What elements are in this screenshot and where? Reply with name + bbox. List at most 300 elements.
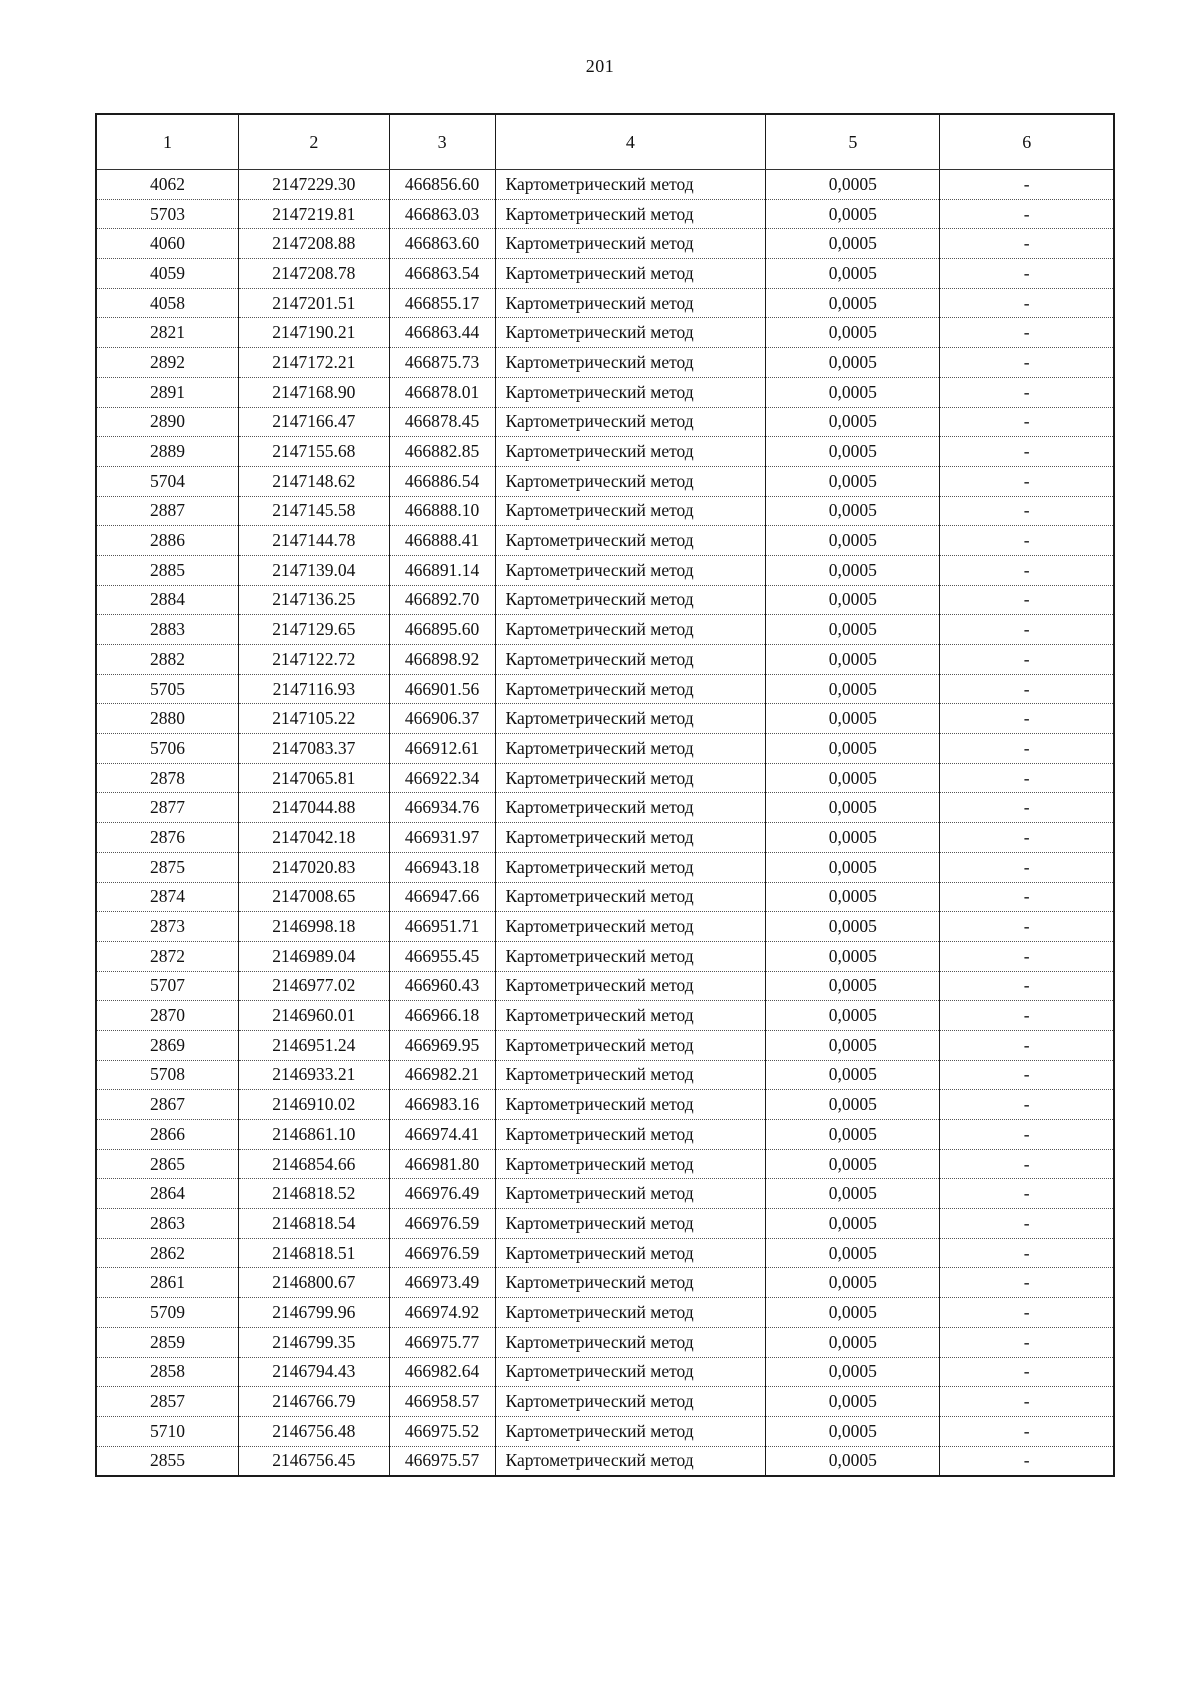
table-row <box>96 288 1114 318</box>
table-cell: - <box>940 1120 1114 1150</box>
table-row <box>96 1001 1114 1031</box>
table-cell: 2870 <box>96 1001 239 1031</box>
table-cell: 466888.10 <box>389 496 495 526</box>
table-cell: Картометрический метод <box>495 882 766 912</box>
table-cell: 2880 <box>96 704 239 734</box>
table-cell: Картометрический метод <box>495 1357 766 1387</box>
table-cell: 5705 <box>96 674 239 704</box>
table-row <box>96 941 1114 971</box>
table-row <box>96 1149 1114 1179</box>
table-cell: 2147168.90 <box>239 377 390 407</box>
table-cell: 2146818.52 <box>239 1179 390 1209</box>
table-cell: - <box>940 823 1114 853</box>
table-cell: 466901.56 <box>389 674 495 704</box>
table-cell: 2147083.37 <box>239 734 390 764</box>
table-cell: 0,0005 <box>766 1120 940 1150</box>
table-cell: 2147144.78 <box>239 526 390 556</box>
table-cell: 0,0005 <box>766 674 940 704</box>
table-cell: 2146951.24 <box>239 1030 390 1060</box>
table-cell: 0,0005 <box>766 793 940 823</box>
table-cell: 0,0005 <box>766 1209 940 1239</box>
table-cell: 466863.54 <box>389 259 495 289</box>
table-cell: Картометрический метод <box>495 1030 766 1060</box>
table-cell: 466955.45 <box>389 941 495 971</box>
table-cell: Картометрический метод <box>495 1120 766 1150</box>
table-cell: 466888.41 <box>389 526 495 556</box>
table-cell: Картометрический метод <box>495 852 766 882</box>
table-row <box>96 1298 1114 1328</box>
table-cell: - <box>940 941 1114 971</box>
table-cell: 0,0005 <box>766 1090 940 1120</box>
table-cell: - <box>940 377 1114 407</box>
table-cell: 2883 <box>96 615 239 645</box>
table-cell: - <box>940 466 1114 496</box>
table-row <box>96 971 1114 1001</box>
table-cell: 2147129.65 <box>239 615 390 645</box>
table-cell: 466975.57 <box>389 1446 495 1476</box>
table-cell: - <box>940 1030 1114 1060</box>
table-cell: - <box>940 912 1114 942</box>
table-cell: 2863 <box>96 1209 239 1239</box>
table-row <box>96 1120 1114 1150</box>
table-cell: 2146910.02 <box>239 1090 390 1120</box>
table-cell: 2872 <box>96 941 239 971</box>
page-number: 201 <box>585 56 615 76</box>
table-cell: - <box>940 407 1114 437</box>
table-cell: Картометрический метод <box>495 259 766 289</box>
table-cell: Картометрический метод <box>495 1238 766 1268</box>
table-cell: 2147166.47 <box>239 407 390 437</box>
table-cell: 5710 <box>96 1416 239 1446</box>
column-header: 1 <box>96 114 239 170</box>
table-cell: 0,0005 <box>766 823 940 853</box>
table-row <box>96 763 1114 793</box>
table-cell: 2147219.81 <box>239 199 390 229</box>
table-cell: Картометрический метод <box>495 763 766 793</box>
table-cell: 4062 <box>96 170 239 200</box>
table-row <box>96 1357 1114 1387</box>
column-header: 4 <box>495 114 766 170</box>
table-cell: 0,0005 <box>766 1238 940 1268</box>
table-cell: Картометрический метод <box>495 734 766 764</box>
table-cell: 466856.60 <box>389 170 495 200</box>
table-cell: 466906.37 <box>389 704 495 734</box>
table-cell: 0,0005 <box>766 407 940 437</box>
table-cell: 2889 <box>96 437 239 467</box>
table-row <box>96 437 1114 467</box>
table-cell: 0,0005 <box>766 1387 940 1417</box>
table-cell: 2146756.45 <box>239 1446 390 1476</box>
table-cell: 466895.60 <box>389 615 495 645</box>
table-cell: - <box>940 971 1114 1001</box>
table-cell: - <box>940 170 1114 200</box>
table-row <box>96 348 1114 378</box>
table-cell: Картометрический метод <box>495 1416 766 1446</box>
table-cell: 0,0005 <box>766 1416 940 1446</box>
table-cell: 2147065.81 <box>239 763 390 793</box>
table-cell: - <box>940 348 1114 378</box>
table-cell: Картометрический метод <box>495 407 766 437</box>
table-cell: 2147044.88 <box>239 793 390 823</box>
table-cell: 2146854.66 <box>239 1149 390 1179</box>
table-cell: 0,0005 <box>766 585 940 615</box>
table-cell: 0,0005 <box>766 1268 940 1298</box>
table-cell: - <box>940 645 1114 675</box>
table-cell: 2890 <box>96 407 239 437</box>
table-cell: - <box>940 1357 1114 1387</box>
table-cell: 466960.43 <box>389 971 495 1001</box>
table-cell: 466878.45 <box>389 407 495 437</box>
table-cell: 2147208.88 <box>239 229 390 259</box>
table-row <box>96 1416 1114 1446</box>
table-cell: - <box>940 1001 1114 1031</box>
table-row <box>96 1387 1114 1417</box>
table-cell: Картометрический метод <box>495 1327 766 1357</box>
table-cell: 2146818.54 <box>239 1209 390 1239</box>
table-cell: - <box>940 1327 1114 1357</box>
table-cell: 2878 <box>96 763 239 793</box>
table-cell: Картометрический метод <box>495 377 766 407</box>
table-cell: 2884 <box>96 585 239 615</box>
table-cell: Картометрический метод <box>495 704 766 734</box>
table-cell: 0,0005 <box>766 882 940 912</box>
table-row <box>96 1268 1114 1298</box>
table-cell: Картометрический метод <box>495 1060 766 1090</box>
table-cell: 0,0005 <box>766 318 940 348</box>
table-cell: - <box>940 1060 1114 1090</box>
table-cell: Картометрический метод <box>495 1090 766 1120</box>
table-cell: 466863.60 <box>389 229 495 259</box>
table-cell: - <box>940 1416 1114 1446</box>
table-cell: 0,0005 <box>766 1149 940 1179</box>
table-cell: 2885 <box>96 555 239 585</box>
table-row <box>96 704 1114 734</box>
table-row <box>96 1209 1114 1239</box>
table-row <box>96 229 1114 259</box>
table-cell: - <box>940 555 1114 585</box>
table-cell: 466969.95 <box>389 1030 495 1060</box>
table-cell: 2869 <box>96 1030 239 1060</box>
table-row <box>96 526 1114 556</box>
table-cell: 2146977.02 <box>239 971 390 1001</box>
table-cell: 0,0005 <box>766 1179 940 1209</box>
table-row <box>96 555 1114 585</box>
table-row <box>96 734 1114 764</box>
table-cell: 2146998.18 <box>239 912 390 942</box>
table-cell: - <box>940 437 1114 467</box>
table-row <box>96 674 1114 704</box>
table-cell: - <box>940 1298 1114 1328</box>
table-cell: 0,0005 <box>766 912 940 942</box>
column-header: 6 <box>940 114 1114 170</box>
table-cell: 0,0005 <box>766 466 940 496</box>
column-header: 5 <box>766 114 940 170</box>
table-cell: 2876 <box>96 823 239 853</box>
table-row <box>96 1238 1114 1268</box>
table-cell: 4060 <box>96 229 239 259</box>
table-row <box>96 1327 1114 1357</box>
table-cell: 466982.64 <box>389 1357 495 1387</box>
table-row <box>96 645 1114 675</box>
table-cell: - <box>940 526 1114 556</box>
table-cell: 2147122.72 <box>239 645 390 675</box>
table-cell: 2147201.51 <box>239 288 390 318</box>
table-cell: 2147229.30 <box>239 170 390 200</box>
table-cell: Картометрический метод <box>495 912 766 942</box>
table-row <box>96 793 1114 823</box>
table-cell: 0,0005 <box>766 734 940 764</box>
table-cell: 2147116.93 <box>239 674 390 704</box>
table-row <box>96 823 1114 853</box>
table-cell: 2891 <box>96 377 239 407</box>
table-cell: 466947.66 <box>389 882 495 912</box>
table-cell: 2147172.21 <box>239 348 390 378</box>
table-cell: Картометрический метод <box>495 555 766 585</box>
table-cell: 5707 <box>96 971 239 1001</box>
table-cell: 5703 <box>96 199 239 229</box>
table-cell: 2147139.04 <box>239 555 390 585</box>
table-cell: 466983.16 <box>389 1090 495 1120</box>
table-cell: 0,0005 <box>766 229 940 259</box>
table-cell: Картометрический метод <box>495 1298 766 1328</box>
table-cell: 4059 <box>96 259 239 289</box>
table-cell: 466943.18 <box>389 852 495 882</box>
table-cell: 2147042.18 <box>239 823 390 853</box>
table-cell: 2146799.96 <box>239 1298 390 1328</box>
table-cell: 466976.49 <box>389 1179 495 1209</box>
table-cell: Картометрический метод <box>495 1149 766 1179</box>
table-cell: 466931.97 <box>389 823 495 853</box>
table-cell: 0,0005 <box>766 348 940 378</box>
table-cell: 2147145.58 <box>239 496 390 526</box>
table-row <box>96 882 1114 912</box>
table-cell: Картометрический метод <box>495 496 766 526</box>
table-row <box>96 1060 1114 1090</box>
table-cell: - <box>940 704 1114 734</box>
table-row <box>96 1446 1114 1476</box>
table-cell: 466863.44 <box>389 318 495 348</box>
table-cell: 0,0005 <box>766 704 940 734</box>
table-cell: Картометрический метод <box>495 793 766 823</box>
table-cell: 0,0005 <box>766 377 940 407</box>
table-cell: Картометрический метод <box>495 1268 766 1298</box>
table-header-row <box>96 114 1114 170</box>
table-cell: 466855.17 <box>389 288 495 318</box>
table-row <box>96 1030 1114 1060</box>
table-cell: 5704 <box>96 466 239 496</box>
table-cell: 2147136.25 <box>239 585 390 615</box>
table-cell: 2865 <box>96 1149 239 1179</box>
table-cell: 0,0005 <box>766 852 940 882</box>
table-cell: - <box>940 763 1114 793</box>
table-cell: 2859 <box>96 1327 239 1357</box>
table-cell: 2821 <box>96 318 239 348</box>
table-cell: 2861 <box>96 1268 239 1298</box>
table-cell: Картометрический метод <box>495 199 766 229</box>
table-cell: Картометрический метод <box>495 170 766 200</box>
table-cell: Картометрический метод <box>495 526 766 556</box>
table-cell: 2146989.04 <box>239 941 390 971</box>
table-cell: - <box>940 199 1114 229</box>
table-cell: 2855 <box>96 1446 239 1476</box>
table-cell: 2147105.22 <box>239 704 390 734</box>
table-cell: 5706 <box>96 734 239 764</box>
table-cell: 466886.54 <box>389 466 495 496</box>
table-cell: Картометрический метод <box>495 437 766 467</box>
table-cell: 0,0005 <box>766 259 940 289</box>
table-cell: 466878.01 <box>389 377 495 407</box>
table-cell: 0,0005 <box>766 763 940 793</box>
table-row <box>96 852 1114 882</box>
table-cell: 0,0005 <box>766 971 940 1001</box>
table-cell: 0,0005 <box>766 645 940 675</box>
table-cell: - <box>940 674 1114 704</box>
table-cell: 2886 <box>96 526 239 556</box>
table-cell: - <box>940 288 1114 318</box>
table-row <box>96 259 1114 289</box>
table-cell: 466976.59 <box>389 1238 495 1268</box>
table-cell: 2146756.48 <box>239 1416 390 1446</box>
table-cell: 466912.61 <box>389 734 495 764</box>
table-cell: 2146861.10 <box>239 1120 390 1150</box>
table-cell: 2864 <box>96 1179 239 1209</box>
table-cell: 466958.57 <box>389 1387 495 1417</box>
table-cell: Картометрический метод <box>495 1387 766 1417</box>
table-cell: 2866 <box>96 1120 239 1150</box>
table-cell: - <box>940 229 1114 259</box>
table-cell: 0,0005 <box>766 1327 940 1357</box>
column-header: 2 <box>239 114 390 170</box>
table-cell: 466974.92 <box>389 1298 495 1328</box>
table-cell: 2146766.79 <box>239 1387 390 1417</box>
table-cell: 466973.49 <box>389 1268 495 1298</box>
table-cell: Картометрический метод <box>495 645 766 675</box>
table-cell: Картометрический метод <box>495 941 766 971</box>
table-cell: 4058 <box>96 288 239 318</box>
table-cell: - <box>940 1387 1114 1417</box>
table-cell: Картометрический метод <box>495 823 766 853</box>
table-cell: 2146799.35 <box>239 1327 390 1357</box>
table-cell: 466891.14 <box>389 555 495 585</box>
table-cell: 466875.73 <box>389 348 495 378</box>
table-cell: 0,0005 <box>766 1357 940 1387</box>
table-cell: 2147190.21 <box>239 318 390 348</box>
table-cell: 466976.59 <box>389 1209 495 1239</box>
table-cell: 0,0005 <box>766 526 940 556</box>
table-cell: - <box>940 1149 1114 1179</box>
table-cell: 466975.77 <box>389 1327 495 1357</box>
table-cell: 2892 <box>96 348 239 378</box>
table-cell: 0,0005 <box>766 1030 940 1060</box>
table-cell: 466863.03 <box>389 199 495 229</box>
table-cell: - <box>940 1268 1114 1298</box>
table-cell: 5708 <box>96 1060 239 1090</box>
table-cell: 2858 <box>96 1357 239 1387</box>
table-cell: 466882.85 <box>389 437 495 467</box>
table-row <box>96 377 1114 407</box>
table-cell: - <box>940 259 1114 289</box>
table-cell: - <box>940 734 1114 764</box>
table-cell: 2146794.43 <box>239 1357 390 1387</box>
table-cell: 2877 <box>96 793 239 823</box>
table-cell: Картометрический метод <box>495 466 766 496</box>
table-cell: 2862 <box>96 1238 239 1268</box>
table-cell: 0,0005 <box>766 1446 940 1476</box>
table-cell: 0,0005 <box>766 288 940 318</box>
table-cell: 2147148.62 <box>239 466 390 496</box>
table-cell: 0,0005 <box>766 199 940 229</box>
table-cell: Картометрический метод <box>495 585 766 615</box>
table-row <box>96 1179 1114 1209</box>
table-cell: 0,0005 <box>766 170 940 200</box>
table-cell: - <box>940 852 1114 882</box>
table-row <box>96 912 1114 942</box>
table-cell: 2146960.01 <box>239 1001 390 1031</box>
table-row <box>96 1090 1114 1120</box>
table-cell: Картометрический метод <box>495 674 766 704</box>
column-header: 3 <box>389 114 495 170</box>
table-cell: 466982.21 <box>389 1060 495 1090</box>
table-cell: - <box>940 882 1114 912</box>
table-cell: Картометрический метод <box>495 1001 766 1031</box>
table-row <box>96 318 1114 348</box>
table-row <box>96 585 1114 615</box>
table-cell: - <box>940 1209 1114 1239</box>
table-cell: 0,0005 <box>766 1298 940 1328</box>
table-row <box>96 170 1114 200</box>
table-body <box>96 170 1114 1477</box>
table-cell: - <box>940 1090 1114 1120</box>
table-cell: Картометрический метод <box>495 348 766 378</box>
table-cell: Картометрический метод <box>495 318 766 348</box>
table-cell: 2147155.68 <box>239 437 390 467</box>
table-cell: - <box>940 585 1114 615</box>
table-row <box>96 615 1114 645</box>
table-cell: 2147208.78 <box>239 259 390 289</box>
table-cell: Картометрический метод <box>495 1179 766 1209</box>
table-cell: 0,0005 <box>766 1001 940 1031</box>
table-cell: 466951.71 <box>389 912 495 942</box>
table-cell: 2874 <box>96 882 239 912</box>
table-cell: 466966.18 <box>389 1001 495 1031</box>
table-cell: 2887 <box>96 496 239 526</box>
table-cell: 0,0005 <box>766 615 940 645</box>
table-cell: 5709 <box>96 1298 239 1328</box>
table-cell: 2146933.21 <box>239 1060 390 1090</box>
table-cell: 0,0005 <box>766 941 940 971</box>
table-cell: 0,0005 <box>766 555 940 585</box>
table-cell: Картометрический метод <box>495 1209 766 1239</box>
table-cell: 466974.41 <box>389 1120 495 1150</box>
table-cell: 2875 <box>96 852 239 882</box>
table-cell: 466898.92 <box>389 645 495 675</box>
table-cell: 2147008.65 <box>239 882 390 912</box>
table-cell: Картометрический метод <box>495 229 766 259</box>
table-cell: Картометрический метод <box>495 971 766 1001</box>
table-cell: 466975.52 <box>389 1416 495 1446</box>
table-cell: 0,0005 <box>766 1060 940 1090</box>
table-cell: Картометрический метод <box>495 1446 766 1476</box>
table-cell: - <box>940 318 1114 348</box>
table-cell: 466934.76 <box>389 793 495 823</box>
table-cell: - <box>940 793 1114 823</box>
table-cell: 0,0005 <box>766 496 940 526</box>
table-cell: - <box>940 1179 1114 1209</box>
table-cell: - <box>940 1238 1114 1268</box>
table-cell: 2873 <box>96 912 239 942</box>
table-cell: 2857 <box>96 1387 239 1417</box>
table-cell: 2146818.51 <box>239 1238 390 1268</box>
